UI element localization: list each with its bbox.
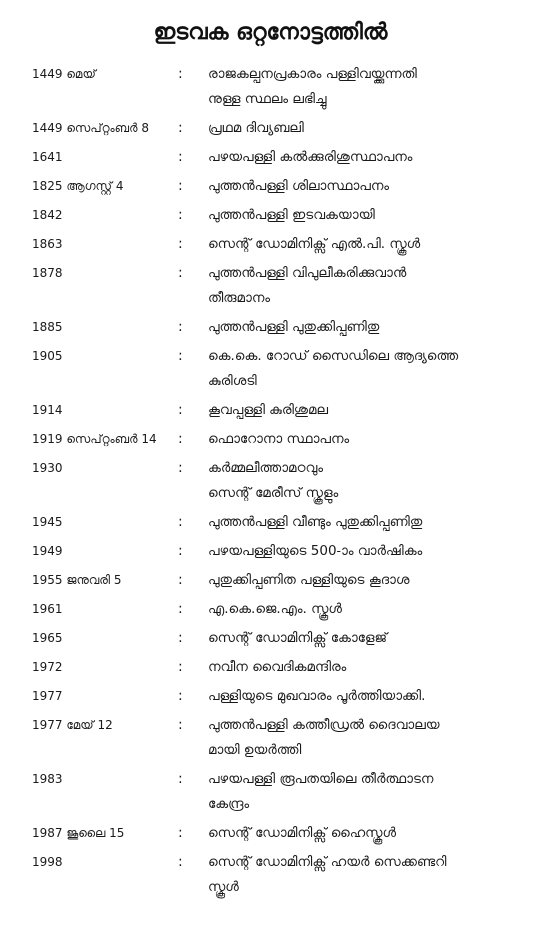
timeline-row <box>0 427 541 456</box>
timeline-row <box>0 232 541 261</box>
entry-separator: : <box>178 717 183 733</box>
entry-date: 1949 <box>32 544 63 558</box>
entry-description-line: കൂവപ്പള്ളി കുരിശുമല <box>208 402 328 418</box>
entry-separator: : <box>178 149 183 165</box>
entry-description-line: സെന്റ് ഡോമിനിക്സ് ഹൈസ്കൂൾ <box>208 825 397 841</box>
entry-description <box>206 145 541 170</box>
entry-description <box>206 539 541 564</box>
timeline-row <box>0 539 541 568</box>
entry-description-line: പുത്തൻപള്ളി വീണ്ടും പുതുക്കിപ്പണിതു <box>208 514 423 530</box>
timeline-row <box>0 597 541 626</box>
entry-date: 1965 <box>32 631 63 645</box>
timeline-row <box>0 821 541 850</box>
entry-separator: : <box>178 120 183 136</box>
entry-separator: : <box>178 236 183 252</box>
entry-description <box>206 713 541 763</box>
entry-separator: : <box>178 319 183 335</box>
timeline-row <box>0 626 541 655</box>
entry-description-line: തീരുമാനം <box>208 290 271 306</box>
timeline-row <box>0 850 541 904</box>
entry-description-line: കേന്ദ്രം <box>208 796 250 812</box>
entry-separator: : <box>178 431 183 447</box>
entry-description-line: പുത്തൻപള്ളി ശിലാസ്ഥാപനം <box>208 178 390 194</box>
entry-separator: : <box>178 630 183 646</box>
timeline-row <box>0 713 541 767</box>
entry-description-line: സ്കൂൾ <box>208 879 239 895</box>
entry-description-line: പുത്തൻപള്ളി ഇടവകയായി <box>208 207 375 223</box>
entry-description <box>206 62 541 112</box>
entry-description-line: സെന്റ് ഡോമിനിക്സ് ഹയർ സെക്കണ്ടറി <box>208 854 447 870</box>
page-title: ഇടവക ഒറ്റനോട്ടത്തിൽ <box>153 20 388 45</box>
timeline-row <box>0 203 541 232</box>
entry-separator: : <box>178 543 183 559</box>
entry-date: 1945 <box>32 515 63 529</box>
timeline-row <box>0 145 541 174</box>
entry-date: 1863 <box>32 237 63 251</box>
entry-date: 1919 സെപ്റ്റംബർ 14 <box>32 432 157 446</box>
entry-date: 1449 സെപ്റ്റംബർ 8 <box>32 121 149 135</box>
entry-description <box>206 597 541 622</box>
entry-date: 1449 മെയ് <box>32 67 96 81</box>
entry-date: 1641 <box>32 150 63 164</box>
timeline-row <box>0 684 541 713</box>
entry-separator: : <box>178 460 183 476</box>
entry-date: 1998 <box>32 855 63 869</box>
entry-date: 1977 മേയ് 12 <box>32 718 113 732</box>
timeline-row <box>0 568 541 597</box>
entry-description-line: സെന്റ് ഡോമിനിക്സ് എൽ.പി. സ്കൂൾ <box>208 236 421 252</box>
entry-separator: : <box>178 854 183 870</box>
entry-separator: : <box>178 402 183 418</box>
timeline-row <box>0 116 541 145</box>
entry-date: 1914 <box>32 403 63 417</box>
entry-description-line: നവീന വൈദികമന്ദിരം <box>208 659 347 675</box>
entry-description-line: എ.കെ.ജെ.എം. സ്കൂൾ <box>208 601 342 617</box>
entry-separator: : <box>178 659 183 675</box>
entry-description <box>206 174 541 199</box>
entry-description-line: പ്രഥമ ദിവ്യബലി <box>208 120 304 136</box>
entry-separator: : <box>178 572 183 588</box>
entry-description <box>206 427 541 452</box>
entry-description <box>206 850 541 900</box>
timeline-list <box>0 62 541 904</box>
entry-description-line: സെന്റ് ഡോമിനിക്സ് കോളേജ് <box>208 630 388 646</box>
timeline-row <box>0 62 541 116</box>
entry-description-line: പഴയപള്ളിയുടെ 500-ാം വാർഷികം <box>208 543 423 559</box>
entry-description <box>206 315 541 340</box>
entry-description-line: മായി ഉയർത്തി <box>208 742 302 758</box>
entry-description <box>206 568 541 593</box>
entry-description <box>206 626 541 651</box>
timeline-row <box>0 261 541 315</box>
entry-date: 1972 <box>32 660 63 674</box>
entry-separator: : <box>178 207 183 223</box>
entry-description-line: ഫൊറോനാ സ്ഥാപനം <box>208 431 350 447</box>
entry-description-line: പുത്തൻപള്ളി വിപുലീകരിക്കുവാൻ <box>208 265 407 281</box>
entry-date: 1885 <box>32 320 63 334</box>
entry-separator: : <box>178 348 183 364</box>
entry-description-line: രാജകല്പനപ്രകാരം പള്ളിവയ്ക്കുന്നതി <box>208 66 417 82</box>
entry-separator: : <box>178 514 183 530</box>
entry-description-line: പുത്തൻപള്ളി കത്തീഡ്രൽ ദൈവാലയ <box>208 717 440 733</box>
entry-description-line: സെന്റ് മേരീസ് സ്കൂളും <box>208 485 339 501</box>
entry-description <box>206 398 541 423</box>
entry-description <box>206 456 541 506</box>
timeline-row <box>0 398 541 427</box>
entry-date: 1842 <box>32 208 63 222</box>
entry-date: 1905 <box>32 349 63 363</box>
entry-description-line: പള്ളിയുടെ മുഖവാരം പൂർത്തിയാക്കി. <box>208 688 426 704</box>
entry-separator: : <box>178 601 183 617</box>
entry-separator: : <box>178 178 183 194</box>
entry-description <box>206 821 541 846</box>
entry-separator: : <box>178 771 183 787</box>
entry-description <box>206 344 541 394</box>
entry-description <box>206 684 541 709</box>
entry-description <box>206 510 541 535</box>
entry-separator: : <box>178 66 183 82</box>
timeline-row <box>0 767 541 821</box>
timeline-row <box>0 174 541 203</box>
timeline-row <box>0 510 541 539</box>
entry-description-line: കർമ്മലീത്താമഠവും <box>208 460 324 476</box>
entry-separator: : <box>178 265 183 281</box>
entry-description-line: പഴയപള്ളി രൂപതയിലെ തീർത്ഥാടന <box>208 771 434 787</box>
entry-date: 1955 ജനുവരി 5 <box>32 573 122 587</box>
entry-description-line: കെ.കെ. റോഡ് സൈഡിലെ ആദ്യത്തെ <box>208 348 459 364</box>
entry-date: 1878 <box>32 266 63 280</box>
entry-date: 1930 <box>32 461 63 475</box>
timeline-row <box>0 344 541 398</box>
entry-description-line: നുള്ള സ്ഥലം ലഭിച്ചു <box>208 91 327 107</box>
entry-description-line: പഴയപള്ളി കൽക്കുരിശുസ്ഥാപനം <box>208 149 413 165</box>
timeline-row <box>0 655 541 684</box>
entry-description <box>206 203 541 228</box>
entry-separator: : <box>178 688 183 704</box>
entry-description-line: പുതുക്കിപ്പണിത പള്ളിയുടെ കൂദാശ <box>208 572 410 588</box>
timeline-row <box>0 315 541 344</box>
entry-description-line: കുരിശടി <box>208 373 257 389</box>
entry-separator: : <box>178 825 183 841</box>
entry-description <box>206 261 541 311</box>
entry-description <box>206 655 541 680</box>
entry-date: 1983 <box>32 772 63 786</box>
entry-date: 1825 ആഗസ്റ്റ് 4 <box>32 179 124 193</box>
entry-date: 1987 ജൂലൈ 15 <box>32 826 125 840</box>
entry-description-line: പുത്തൻപള്ളി പുതുക്കിപ്പണിതു <box>208 319 380 335</box>
entry-description <box>206 767 541 817</box>
entry-description <box>206 116 541 141</box>
entry-date: 1977 <box>32 689 63 703</box>
timeline-row <box>0 456 541 510</box>
entry-date: 1961 <box>32 602 63 616</box>
entry-description <box>206 232 541 257</box>
